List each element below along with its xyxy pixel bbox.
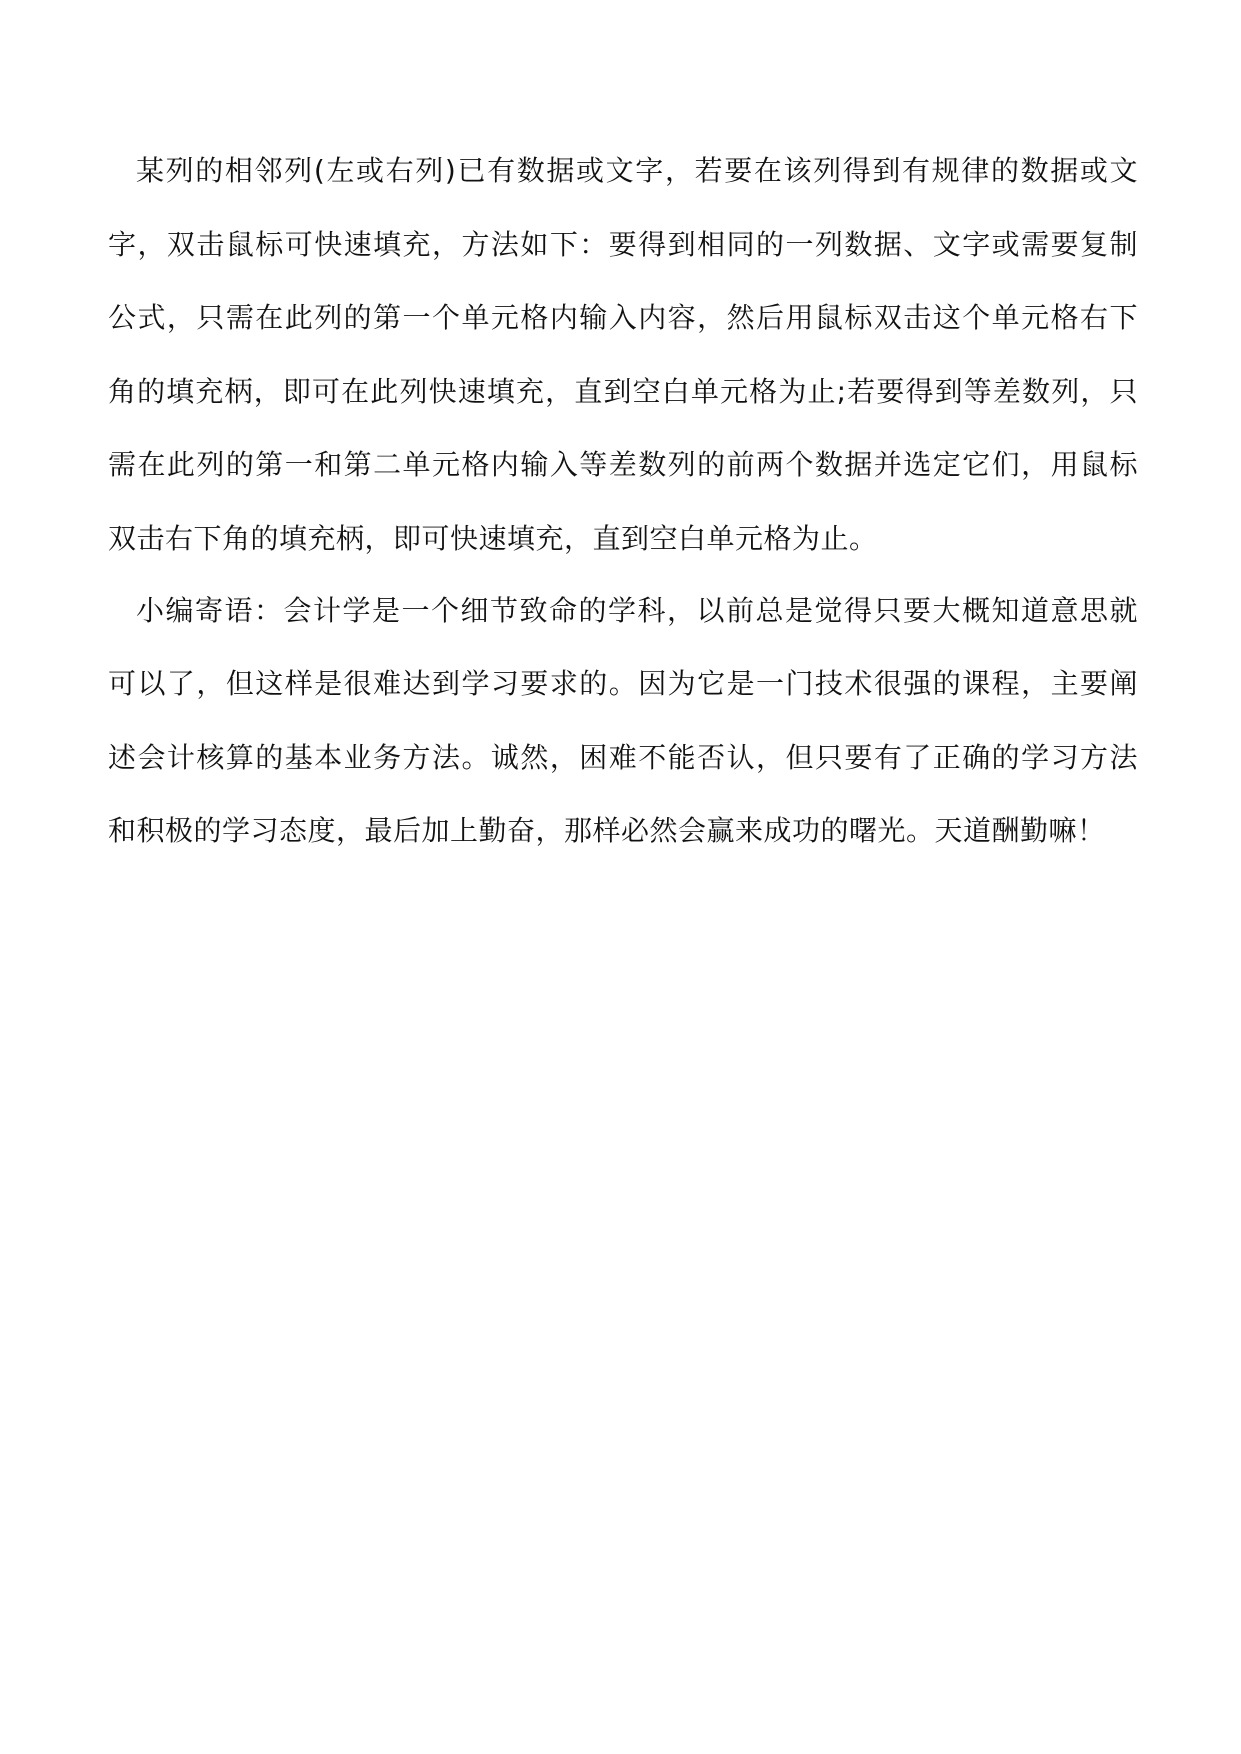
paragraph-line: 需在此列的第一和第二单元格内输入等差数列的前两个数据并选定它们，用鼠标 xyxy=(108,448,1138,481)
paragraph-line: 小编寄语：会计学是一个细节致命的学科，以前总是觉得只要大概知道意思就 xyxy=(136,594,1138,627)
paragraph-line: 可以了，但这样是很难达到学习要求的。因为它是一门技术很强的课程，主要阐 xyxy=(108,667,1138,700)
paragraph-line: 和积极的学习态度，最后加上勤奋，那样必然会赢来成功的曙光。天道酬勤嘛！ xyxy=(108,814,1106,847)
paragraph-line: 双击右下角的填充柄，即可快速填充，直到空白单元格为止。 xyxy=(108,522,878,555)
paragraph-line: 角的填充柄，即可在此列快速填充，直到空白单元格为止;若要得到等差数列，只 xyxy=(108,375,1138,408)
paragraph-line: 字，双击鼠标可快速填充，方法如下：要得到相同的一列数据、文字或需要复制 xyxy=(108,228,1138,261)
paragraph-line: 公式，只需在此列的第一个单元格内输入内容，然后用鼠标双击这个单元格右下 xyxy=(108,301,1138,334)
paragraph-line: 某列的相邻列(左或右列)已有数据或文字，若要在该列得到有规律的数据或文 xyxy=(136,154,1138,187)
paragraph-line: 述会计核算的基本业务方法。诚然，困难不能否认，但只要有了正确的学习方法 xyxy=(108,741,1138,774)
